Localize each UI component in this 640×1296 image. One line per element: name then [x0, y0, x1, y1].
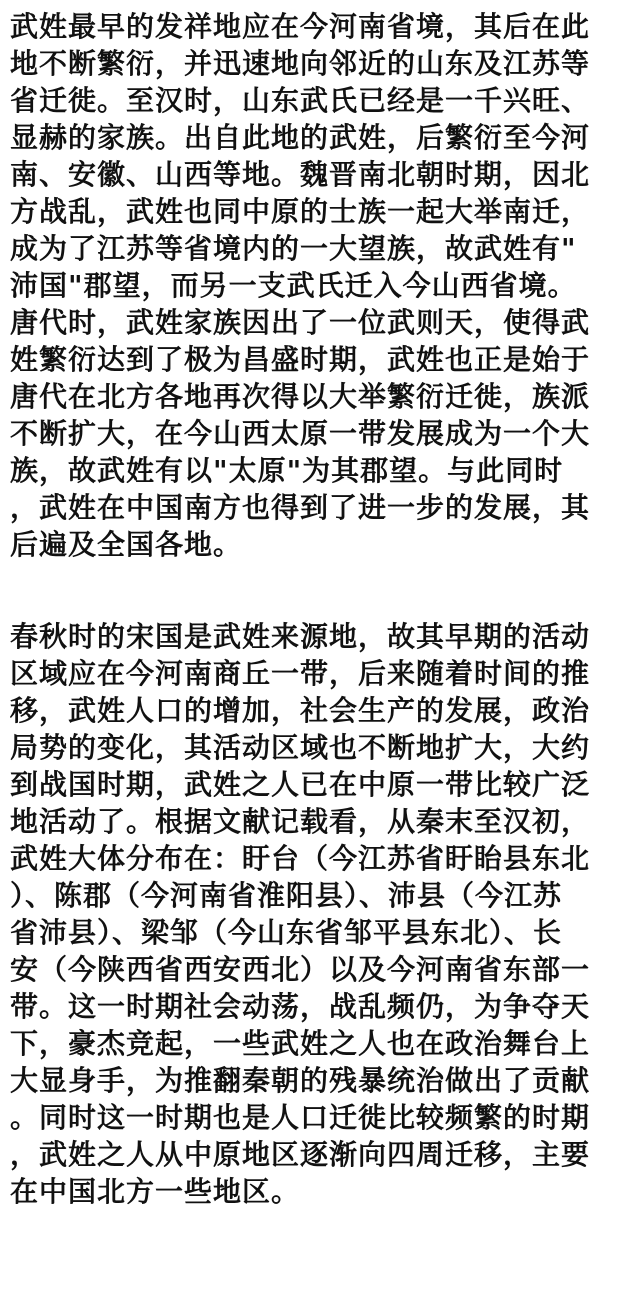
text-line: 唐代时，武姓家族因出了一位武则天，使得武: [10, 306, 591, 339]
text-line: 在中国北方一些地区。: [10, 1175, 301, 1208]
text-line: 唐代在北方各地再次得以大举繁衍迁徙，族派: [10, 380, 591, 413]
text-line: 成为了江苏等省境内的一大望族，故武姓有": [10, 232, 577, 265]
text-line: 。同时这一时期也是人口迁徙比较频繁的时期: [10, 1101, 591, 1134]
text-line: 武姓最早的发祥地应在今河南省境，其后在此: [10, 10, 591, 43]
text-line: 到战国时期，武姓之人已在中原一带比较广泛: [10, 768, 591, 801]
text-line: 省沛县）、梁邹（今山东省邹平县东北）、长: [10, 916, 563, 949]
text-line: 不断扩大，在今山西太原一带发展成为一个大: [10, 417, 591, 450]
text-line: 沛国"郡望，而另一支武氏迁入今山西省境。: [10, 269, 577, 302]
text-line: 姓繁衍达到了极为昌盛时期，武姓也正是始于: [10, 343, 591, 376]
paragraph-distribution: [10, 618, 630, 1210]
text-line: 省迁徙。至汉时，山东武氏已经是一千兴旺、: [10, 84, 591, 117]
text-line: 局势的变化，其活动区域也不断地扩大，大约: [10, 731, 591, 764]
text-line: ，武姓之人从中原地区逐渐向四周迁移，主要: [10, 1138, 591, 1171]
paragraph-spacer: [10, 563, 630, 618]
text-line: 大显身手，为推翻秦朝的残暴统治做出了贡献: [10, 1064, 591, 1097]
text-line: 武姓大体分布在：盱台（今江苏省盱眙县东北: [10, 842, 591, 875]
text-line: 安（今陕西省西安西北）以及今河南省东部一: [10, 953, 591, 986]
text-line: 移，武姓人口的增加，社会生产的发展，政治: [10, 694, 591, 727]
text-line: 显赫的家族。出自此地的武姓，后繁衍至今河: [10, 121, 591, 154]
text-line: 地不断繁衍，并迅速地向邻近的山东及江苏等: [10, 47, 591, 80]
paragraph-origin: [10, 8, 630, 563]
text-line: 春秋时的宋国是武姓来源地，故其早期的活动: [10, 620, 591, 653]
text-line: 区域应在今河南商丘一带，后来随着时间的推: [10, 657, 591, 690]
text-line: 地活动了。根据文献记载看，从秦末至汉初，: [10, 805, 591, 838]
text-line: 带。这一时期社会动荡，战乱频仍，为争夺天: [10, 990, 591, 1023]
text-line: 后遍及全国各地。: [10, 528, 243, 561]
text-line: ）、陈郡（今河南省淮阳县）、沛县（今江苏: [10, 879, 563, 912]
text-line: 方战乱，武姓也同中原的士族一起大举南迁，: [10, 195, 591, 228]
text-line: 下，豪杰竞起，一些武姓之人也在政治舞台上: [10, 1027, 591, 1060]
text-line: 族，故武姓有以"太原"为其郡望。与此同时: [10, 454, 564, 487]
text-line: 南、安徽、山西等地。魏晋南北朝时期，因北: [10, 158, 591, 191]
text-line: ，武姓在中国南方也得到了进一步的发展，其: [10, 491, 591, 524]
